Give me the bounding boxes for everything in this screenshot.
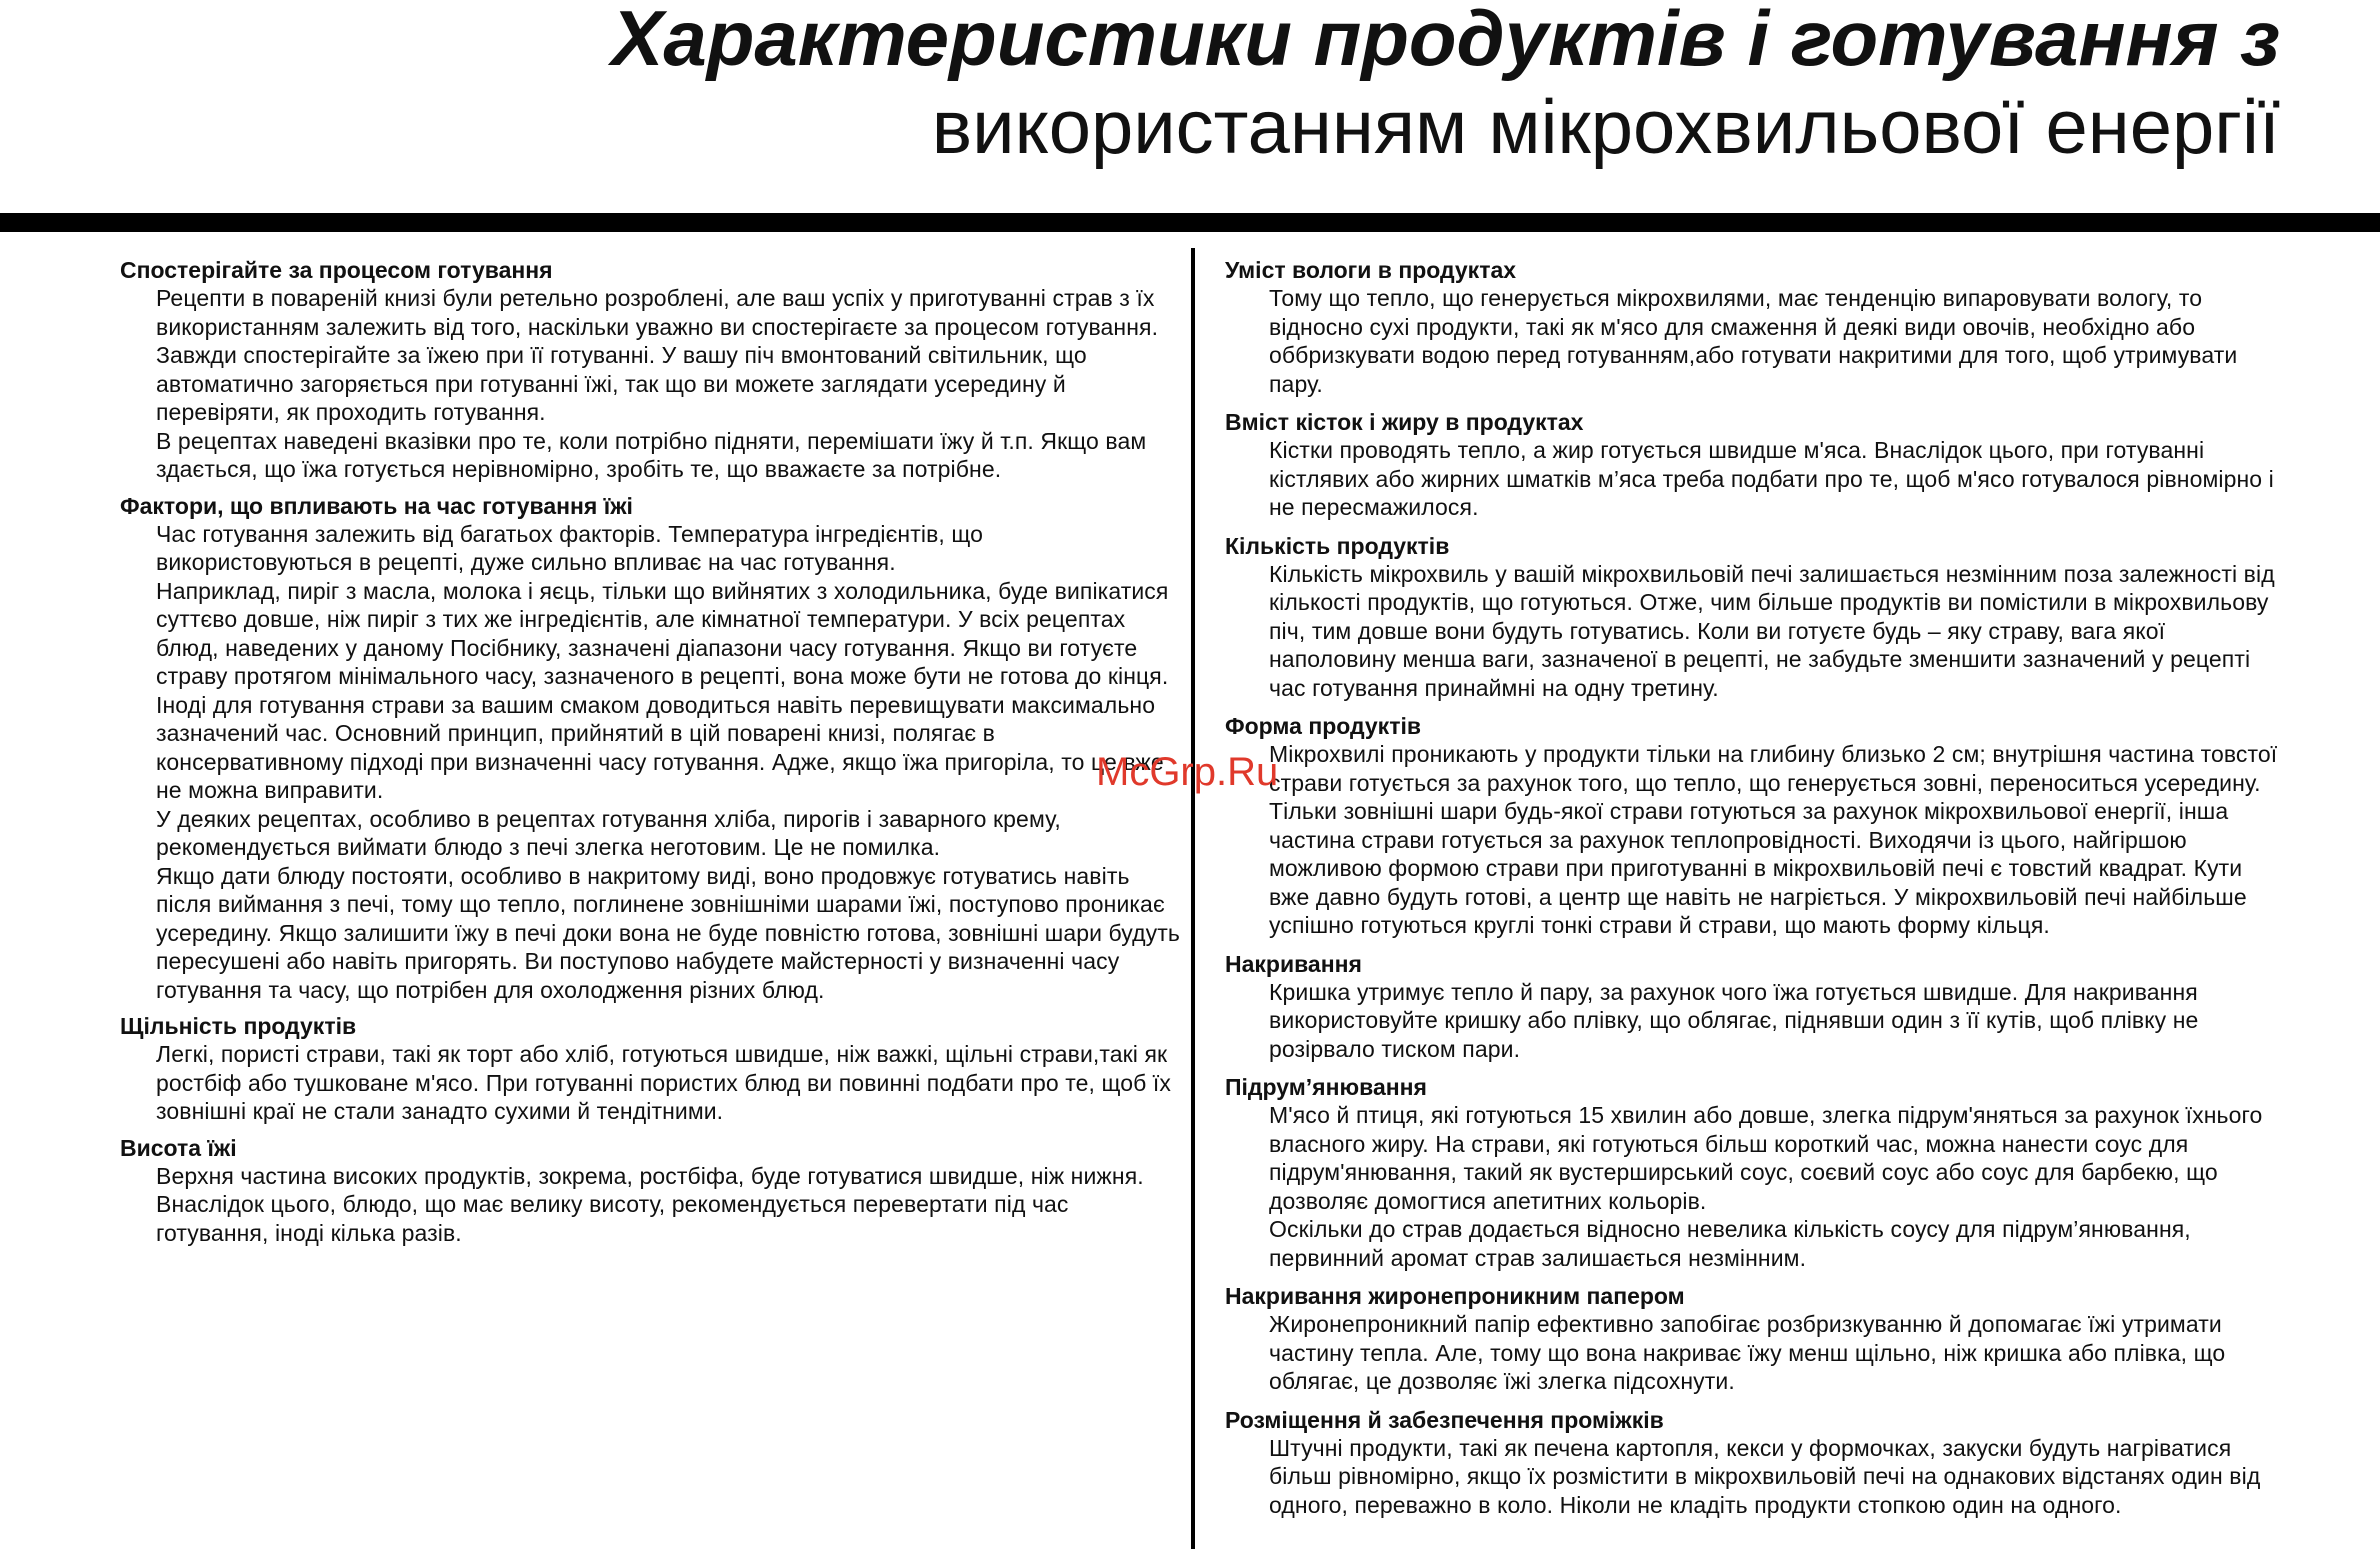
section-paragraph: Час готування залежить від багатьох факторів. Температура інгредієнтів, що використовуються в рецепті, дуже сильно впливає на час готування.: [156, 520, 984, 575]
section-cooking-time-factors: [120, 492, 1185, 1005]
section-heading: Кількість продуктів: [1225, 532, 1450, 559]
section-covering: [1225, 950, 2280, 1064]
column-divider: [1191, 248, 1195, 1549]
section-heading: Вміст кісток і жиру в продуктах: [1225, 409, 1584, 435]
section-heading: Фактори, що впливають на час готування їжі: [120, 492, 633, 519]
section-shape: [1225, 712, 2280, 940]
section-bones-fat: [1225, 408, 2280, 522]
section-browning: [1225, 1073, 2280, 1272]
right-column: [1225, 256, 2280, 1529]
section-heading: Розміщення й забезпечення проміжків: [1225, 1406, 1664, 1433]
section-paragraph: Жиронепроникний папір ефективно запобігає розбризкуванню й допомагає їжі утримати частину тепла. Але, тому що вона накриває їжу менш щільно, ніж кришка або плівка, що облягає, це дозволяє їжі злегка підсохнути.: [1269, 1311, 2226, 1394]
section-paragraph: Кришка утримує тепло й пару, за рахунок чого їжа готується швидше. Для накривання використовуйте кришку або плівку, що облягає, піднявши один з її кутів, щоб плівку не розірвало тиском пари.: [1269, 978, 2199, 1062]
watermark-text: McGrp.Ru: [1096, 750, 1279, 794]
section-heading: Уміст вологи в продуктах: [1225, 257, 1517, 283]
section-heading: Накривання: [1225, 950, 1362, 977]
section-paragraph: Штучні продукти, такі як печена картопля, кекси у формочках, закуски будуть нагріватися більш рівномірно, якщо їх розмістити в мікрохвильовій печі на однакових відстанях один від одного, переважно в коло. Ніколи не кладіть продукти стопкою один на одного.: [1269, 1434, 2261, 1518]
section-paragraph: Верхня частина високих продуктів, зокрема, ростбіфа, буде готуватися швидше, ніж нижня. Внаслідок цього, блюдо, що має велику висоту, рекомендується перевертати під час готування, іноді кілька разів.: [156, 1162, 1144, 1246]
section-spacing: [1225, 1406, 2280, 1520]
section-food-height: [120, 1134, 1185, 1248]
section-paragraph: Рецепти в повареній книзі були ретельно розроблені, але ваш успіх у приготуванні страв з їх використанням залежить від того, наскільки уважно ви спостерігаєте за процесом готування. Завжди спостерігайте за їжею при її готуванні. У вашу піч вмонтований світильник, що автоматично загоряється при готуванні їжі, так що ви можете заглядати усередину й перевіряти, як проходить готування.: [156, 285, 1159, 425]
section-paragraph: Тому що тепло, що генерується мікрохвилями, має тенденцію випаровувати вологу, то відносно сухі продукти, такі як м'ясо для смаження й деякі види овочів, необхідно або оббризкувати водою перед готуванням,або готувати накритими для того, щоб утримувати пару.: [1269, 285, 2238, 397]
section-moisture: [1225, 256, 2280, 398]
section-heading: Накривання жиронепроникним папером: [1225, 1283, 1685, 1309]
section-quantity: [1225, 532, 2280, 703]
section-observe-cooking: [120, 256, 1185, 484]
section-paragraph: Наприклад, пиріг з масла, молока і яєць, тільки що вийнятих з холодильника, буде випікатися суттєво довше, ніж пиріг з тих же інгредієнтів, але кімнатної температури. У всіх рецептах блюд, наведених у даному Посібнику, зазначені діапазони часу готування. Якщо ви готуєте страву протягом мінімального часу, зазначеного в рецепті, вона може бути не готова до кінця. Іноді для готування страви за вашим смаком доводиться навіть перевищувати максимально зазначений час. Основний принцип, прийнятий в цій поварені книзі, полягає в консервативному підході при визначенні часу готування. Адже, якщо їжа пригоріла, то це вже не можна виправити.: [156, 577, 1169, 803]
section-paragraph: Мікрохвилі проникають у продукти тільки на глибину близько 2 см; внутрішня частина товстої страви готується за рахунок того, що тепло, що генерується зовні, переноситься усередину. Тільки зовнішні шари будь-якої страви готуються за рахунок мікрохвильової енергії, інша частина страви готується за рахунок теплопровідності. Виходячи із цього, найгіршою можливою формою страви при приготуванні в мікрохвильовій печі є товстий квадрат. Кути вже давно будуть готові, а центр ще навіть не нагріється. У мікрохвильовій печі найбільше успішно готуються круглі тонкі страви й страви, що мають форму кільця.: [1269, 741, 2278, 938]
section-paragraph: В рецептах наведені вказівки про те, коли потрібно підняти, перемішати їжу й т.п. Якщо вам здається, що їжа готується нерівномірно, зробіть те, що вважаєте за потрібне.: [156, 427, 1147, 482]
section-wax-paper: [1225, 1282, 2280, 1396]
section-paragraph: У деяких рецептах, особливо в рецептах готування хліба, пирогів і заварного крему, рекомендується виймати блюдо з печі злегка неготовим. Це не помилка.: [156, 805, 1061, 860]
section-paragraph: Легкі, пористі страви, такі як торт або хліб, готуються швидше, ніж важкі, щільні страви,такі як ростбіф або тушковане м'ясо. При готуванні пористих блюд ви повинні подбати про те, щоб їх зовнішні краї не стали занадто сухими й тендітними.: [156, 1041, 1172, 1124]
left-column: [120, 256, 1185, 1255]
section-heading: Спостерігайте за процесом готування: [120, 257, 553, 283]
section-food-density: [120, 1012, 1185, 1126]
section-paragraph: Оскільки до страв додається відносно невелика кількість соусу для підрум’янювання, первинний аромат страв залишається незмінним.: [1269, 1216, 2191, 1271]
section-paragraph: Кістки проводять тепло, а жир готується швидше м'яса. Внаслідок цього, при готуванні кістлявих або жирних шматків м’яса треба подбати про те, щоб м'ясо готувалося рівномірно і не пересмажилося.: [1269, 437, 2274, 520]
section-heading: Форма продуктів: [1225, 713, 1421, 739]
section-heading: Щільність продуктів: [120, 1013, 357, 1039]
section-heading: Підрум’янювання: [1225, 1074, 1427, 1100]
section-paragraph: Якщо дати блюду постояти, особливо в накритому виді, воно продовжує готуватись навіть після виймання з печі, тому що тепло, поглинене зовнішніми шарами їжі, поступово проникає усередину. Якщо залишити їжу в печі доки вона не буде повністю готова, зовнішні шари будуть пересушені або навіть пригорять. Ви поступово набудете майстерності у визначенні часу готування та часу, що потрібен для охолодження різних блюд.: [156, 862, 1180, 1003]
section-heading: Висота їжі: [120, 1134, 237, 1161]
section-paragraph: Кількість мікрохвиль у вашій мікрохвильовій печі залишається незмінним поза залежності від кількості продуктів, що готуються. Отже, чим більше продуктів ви помістили в мікрохвильову піч, тим довше вони будуть готуватись. Коли ви готуєте будь – яку страву, вага якої наполовину менша ваги, зазначеної в рецепті, не забудьте зменшити зазначений у рецепті час готування принаймні на одну третину.: [1269, 560, 2275, 701]
section-paragraph: М'ясо й птиця, які готуються 15 хвилин або довше, злегка підрум'яняться за рахунок їхнього власного жиру. На страви, які готуються більш короткий час, можна нанести соус для підрум'янювання, такий як вустерширський соус, соєвий соус або соус для барбекю, що дозволяє домогтися апетитних кольорів.: [1269, 1102, 2263, 1214]
page-title: Характеристики продуктів і готування з: [611, 0, 2280, 82]
header-rule: [0, 213, 2380, 232]
page-subtitle: використанням мікрохвильової енергії: [931, 85, 2280, 170]
